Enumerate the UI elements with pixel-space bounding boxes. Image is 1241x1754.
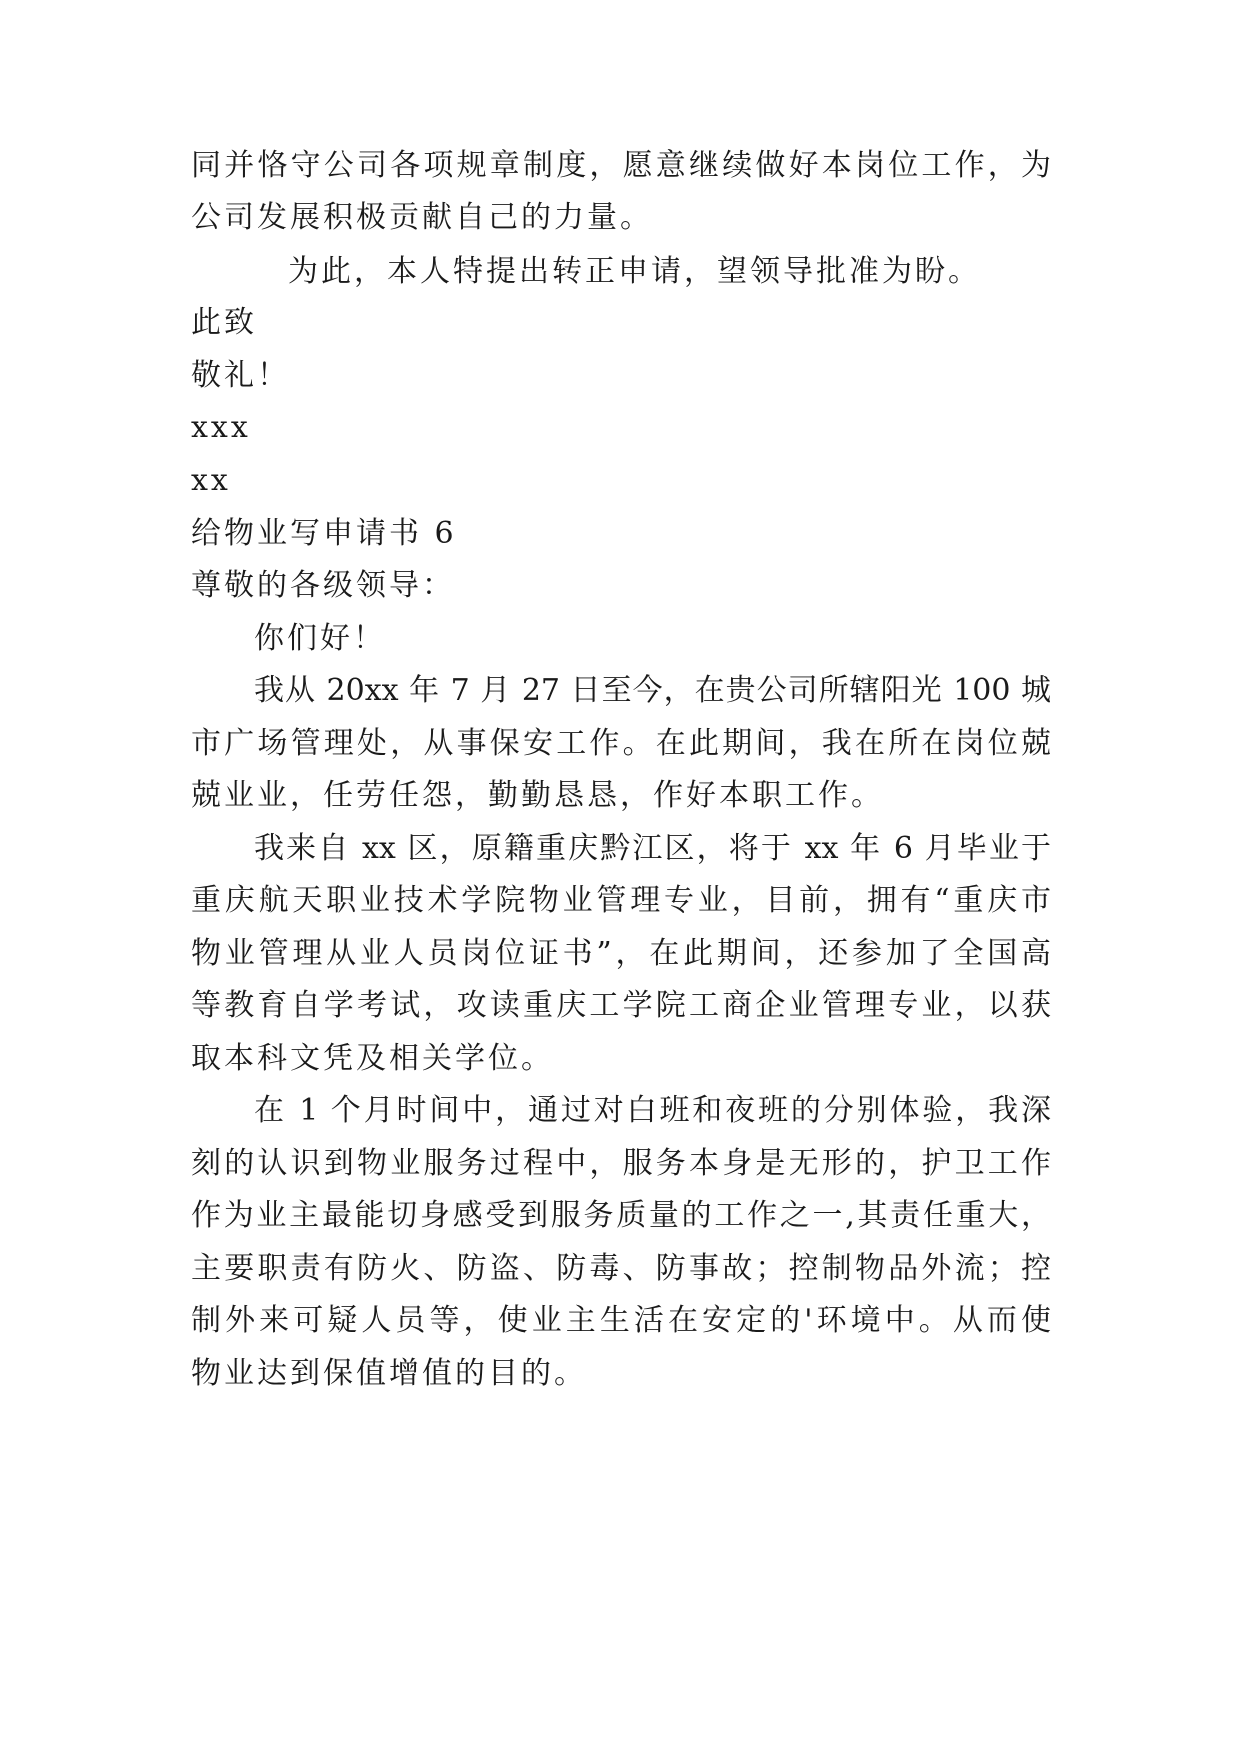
text-line: 我从 20xx 年 7 月 27 日至今，在贵公司所辖阳光 100 城 [254, 673, 1051, 708]
text-line: 物业管理从业人员岗位证书”，在此期间，还参加了全国高 [191, 936, 1051, 971]
text-line: 同并恪守公司各项规章制度，愿意继续做好本岗位工作，为 [191, 148, 1051, 183]
text-line: 给物业写申请书 6 [191, 516, 457, 551]
text-line: 作为业主最能切身感受到服务质量的工作之一,其责任重大， [191, 1198, 1051, 1233]
text-line: 取本科文凭及相关学位。 [191, 1041, 554, 1076]
text-line: 制外来可疑人员等，使业主生活在安定的'环境中。从而使 [191, 1303, 1051, 1338]
text-line: 刻的认识到物业服务过程中，服务本身是无形的，护卫工作 [191, 1146, 1051, 1181]
text-line: 敬礼！ [191, 358, 290, 393]
text-line: xx [191, 463, 231, 498]
text-line: 市广场管理处，从事保安工作。在此期间，我在所在岗位兢 [191, 726, 1051, 761]
text-line: 主要职责有防火、防盗、防毒、防事故；控制物品外流；控 [191, 1251, 1051, 1286]
text-line: 在 1 个月时间中，通过对白班和夜班的分别体验，我深 [254, 1093, 1051, 1128]
text-line: xxx [191, 410, 251, 445]
text-line: 物业达到保值增值的目的。 [191, 1356, 587, 1391]
text-line: 此致 [191, 305, 257, 340]
text-line: 你们好！ [254, 621, 386, 656]
text-line: 兢业业，任劳任怨，勤勤恳恳，作好本职工作。 [191, 778, 884, 813]
text-line: 尊敬的各级领导： [191, 568, 455, 603]
text-line: 重庆航天职业技术学院物业管理专业，目前，拥有“重庆市 [191, 883, 1051, 918]
text-line: 公司发展积极贡献自己的力量。 [191, 200, 653, 235]
text-line: 等教育自学考试，攻读重庆工学院工商企业管理专业，以获 [191, 988, 1051, 1023]
text-line: 为此，本人特提出转正申请，望领导批准为盼。 [288, 254, 981, 289]
text-line: 我来自 xx 区，原籍重庆黔江区，将于 xx 年 6 月毕业于 [254, 831, 1051, 866]
